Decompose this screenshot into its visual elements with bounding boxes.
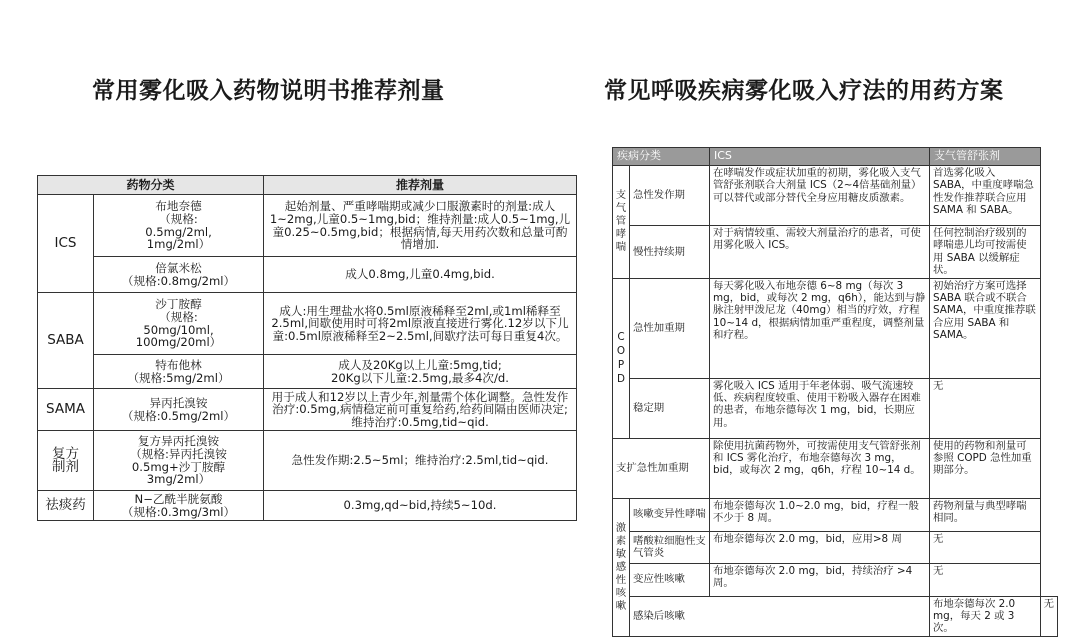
copd-acute-label: 急性加重期	[630, 278, 710, 378]
cat-compound: 复方 制剂	[38, 431, 94, 491]
asthma-label: 支 气 管 哮 喘	[613, 166, 630, 279]
header-bronchodilator: 支气管舒张剂	[930, 148, 1041, 166]
pic-ics: 布地奈德每次 2.0 mg，每天 2 或 3 次。	[930, 596, 1041, 636]
right-title: 常见呼吸疾病雾化吸入疗法的用药方案	[604, 78, 1004, 104]
cat-saba: SABA	[38, 293, 94, 389]
cat-ics: ICS	[38, 195, 94, 293]
table-row	[38, 491, 577, 521]
asthma-acute-bd: 首选雾化吸入 SABA，中重度哮喘急性发作推荐联合应用 SAMA 和 SABA。	[930, 166, 1041, 226]
dosage-table	[37, 175, 577, 521]
drug-acetylcysteine: N−乙酰半胱氨酸 （规格:0.3mg/3ml）	[94, 491, 264, 521]
eb-label: 嗜酸粒细胞性支气管炎	[630, 531, 710, 563]
copd-stable-label: 稳定期	[630, 378, 710, 438]
table-row	[38, 431, 577, 491]
bronchiectasis-ics: 除使用抗菌药物外，可按需使用支气管舒张剂和 ICS 雾化治疗，布地奈德每次 3 mg，bid，或每次 2 mg，q6h，疗程 10~14 d。	[710, 438, 930, 498]
cva-label: 咳嗽变异性哮喘	[630, 498, 710, 531]
copd-label: C O P D	[613, 278, 630, 438]
asthma-chronic-bd: 任何控制治疗级别的哮喘患儿均可按需使用 SABA 以缓解症状。	[930, 226, 1041, 279]
drug-salbutamol: 沙丁胺醇 （规格: 50mg/10ml, 100mg/20ml）	[94, 293, 264, 355]
asthma-acute-label: 急性发作期	[630, 166, 710, 226]
header-dose: 推荐剂量	[264, 176, 577, 195]
pic-label: 感染后咳嗽	[630, 596, 930, 636]
asthma-chronic-ics: 对于病情较重、需较大剂量治疗的患者，可使用雾化吸入 ICS。	[710, 226, 930, 279]
copd-acute-ics: 每天雾化吸入布地奈德 6~8 mg（每次 3 mg，bid，或每次 2 mg，q6h），能达到与静脉注射甲泼尼龙（40mg）相当的疗效，疗程 10~14 d，根据病情加重严重程度，调整剂量和疗程。	[710, 278, 930, 378]
asthma-chronic-label: 慢性持续期	[630, 226, 710, 279]
regimen-table	[612, 147, 1058, 637]
table-row	[613, 378, 1058, 438]
cva-ics: 布地奈德每次 1.0~2.0 mg，bid，疗程一般不少于 8 周。	[710, 498, 930, 531]
table-row	[613, 596, 1058, 636]
copd-acute-bd: 初始治疗方案可选择 SABA 联合或不联合 SAMA，中重度推荐联合应用 SABA 和 SAMA。	[930, 278, 1041, 378]
table-row	[38, 257, 577, 293]
dose-salbutamol: 成人:用生理盐水将0.5ml原液稀释至2ml,或1ml稀释至2.5ml,间歇使用时可将2ml原液直接进行雾化.12岁以下儿童:0.5ml原液稀释至2~2.5ml,间歇疗法可每日重复4次。	[264, 293, 577, 355]
drug-ipratropium: 异丙托溴铵 （规格:0.5mg/2ml）	[94, 389, 264, 431]
dose-ipratropium: 用于成人和12岁以上青少年,剂量需个体化调整。急性发作治疗:0.5mg,病情稳定前可重复给药,给药间隔由医师决定;维持治疗:0.5mg,tid~qid.	[264, 389, 577, 431]
header-ics: ICS	[710, 148, 930, 166]
table-row	[38, 389, 577, 431]
ac-ics: 布地奈德每次 2.0 mg，bid，持续治疗 >4 周。	[710, 563, 930, 596]
bronchiectasis-bd: 使用的药物和剂量可参照 COPD 急性加重期部分。	[930, 438, 1041, 498]
table-row	[613, 563, 1058, 596]
cat-expectorant: 祛痰药	[38, 491, 94, 521]
table-row	[38, 355, 577, 389]
table-row	[613, 278, 1058, 378]
table-row	[613, 498, 1058, 531]
table-row	[38, 195, 577, 257]
table-row	[613, 226, 1058, 279]
copd-stable-bd: 无	[930, 378, 1041, 438]
table-row	[613, 166, 1058, 226]
header-drug-class: 药物分类	[38, 176, 264, 195]
asthma-acute-ics: 在哮喘发作或症状加重的初期，雾化吸入支气管舒张剂联合大剂量 ICS（2~4倍基础剂量）可以替代或部分替代全身应用糖皮质激素。	[710, 166, 930, 226]
table-header-row	[613, 148, 1058, 166]
dose-terbutaline: 成人及20Kg以上儿童:5mg,tid; 20Kg以下儿童:2.5mg,最多4次/d.	[264, 355, 577, 389]
table-row	[38, 293, 577, 355]
bronchiectasis-label: 支扩急性加重期	[613, 438, 710, 498]
eb-ics: 布地奈德每次 2.0 mg，bid，应用>8 周	[710, 531, 930, 563]
cat-sama: SAMA	[38, 389, 94, 431]
drug-compound: 复方异丙托溴铵 （规格:异丙托溴铵 0.5mg+沙丁胺醇 3mg/2ml）	[94, 431, 264, 491]
dose-budesonide: 起始剂量、严重哮喘期或减少口服激素时的剂量:成人1~2mg,儿童0.5~1mg,bid；维持剂量:成人0.5~1mg,儿童0.25~0.5mg,bid；根据病情,每天用药次数和总量可酌情增加.	[264, 195, 577, 257]
drug-budesonide: 布地奈德 （规格: 0.5mg/2ml, 1mg/2ml）	[94, 195, 264, 257]
left-title: 常用雾化吸入药物说明书推荐剂量	[92, 78, 445, 104]
drug-beclometasone: 倍氯米松 （规格:0.8mg/2ml）	[94, 257, 264, 293]
eb-bd: 无	[930, 531, 1041, 563]
cva-bd: 药物剂量与典型哮喘相同。	[930, 498, 1041, 531]
pic-bd: 无	[1040, 596, 1057, 636]
table-row	[613, 531, 1058, 563]
dose-beclometasone: 成人0.8mg,儿童0.4mg,bid.	[264, 257, 577, 293]
ac-label: 变应性咳嗽	[630, 563, 710, 596]
drug-terbutaline: 特布他林 （规格:5mg/2ml）	[94, 355, 264, 389]
cough-label: 激 素 敏 感 性 咳 嗽	[613, 498, 630, 636]
table-row	[613, 438, 1058, 498]
dose-compound: 急性发作期:2.5~5ml；维持治疗:2.5ml,tid~qid.	[264, 431, 577, 491]
copd-stable-ics: 雾化吸入 ICS 适用于年老体弱、吸气流速较低、疾病程度较重、使用干粉吸入器存在困难的患者，布地奈德每次 1 mg，bid，长期应用。	[710, 378, 930, 438]
dose-acetylcysteine: 0.3mg,qd~bid,持续5~10d.	[264, 491, 577, 521]
ac-bd: 无	[930, 563, 1041, 596]
header-disease: 疾病分类	[613, 148, 710, 166]
table-header-row	[38, 176, 577, 195]
